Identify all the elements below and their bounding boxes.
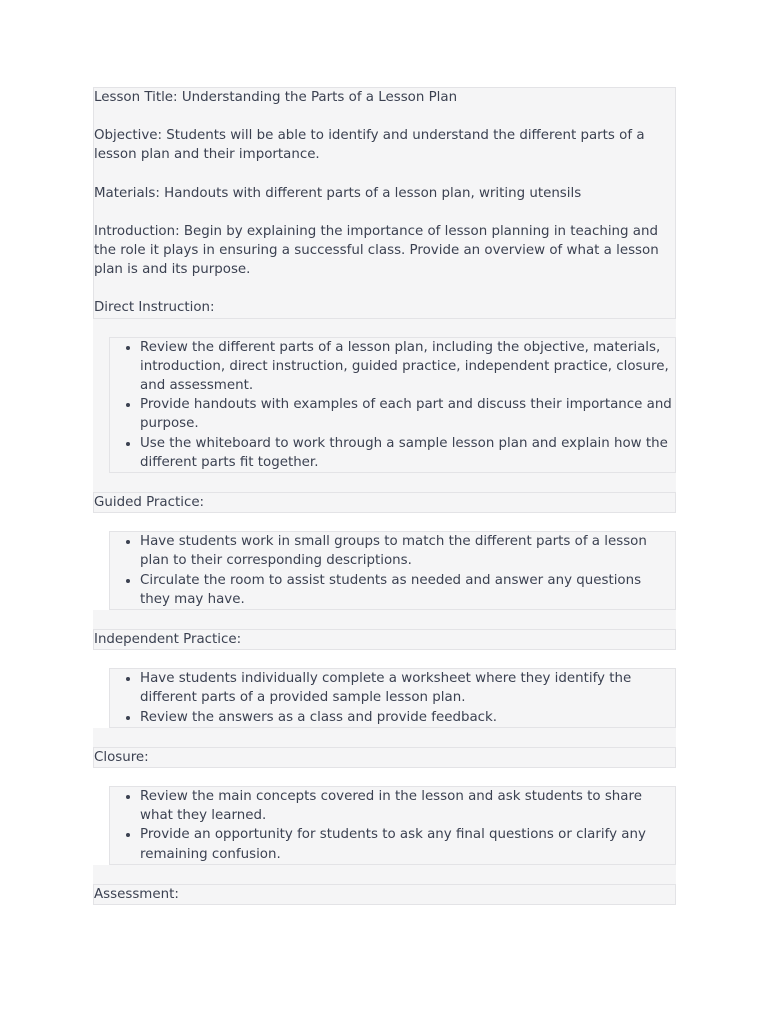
- section-heading-guided-practice: [93, 492, 676, 513]
- guided-practice-list: [109, 531, 676, 610]
- section-heading-label: Independent Practice:: [94, 632, 242, 648]
- section-heading-assessment: [93, 884, 676, 905]
- lesson-plan-document: [93, 87, 676, 905]
- introduction-paragraph: Introduction: Begin by explaining the importance of lesson planning in teaching and the role it plays in ensuring a successful class. Provide an overview of what a lesson plan is and its purpose.: [94, 223, 659, 278]
- section-heading-label: Assessment:: [94, 886, 179, 902]
- independent-practice-list: [109, 668, 676, 728]
- list-item: • Provide an opportunity for students to ask any final questions or clarify any remaining confusion.: [140, 825, 673, 863]
- lesson-title: Lesson Title: Understanding the Parts of a Lesson Plan: [94, 90, 458, 105]
- list-item: • Provide handouts with examples of each part and discuss their importance and purpose.: [140, 395, 673, 433]
- closure-list: [109, 786, 676, 865]
- section-heading-label: Guided Practice:: [94, 495, 205, 511]
- materials-paragraph: Materials: Handouts with different parts of a lesson plan, writing utensils: [94, 185, 582, 201]
- section-heading-independent-practice: [93, 629, 676, 650]
- direct-instruction-list-wrap: [93, 319, 676, 473]
- section-heading-closure: [93, 747, 676, 768]
- direct-instruction-list: [109, 337, 676, 473]
- list-item: • Review the answers as a class and provide feedback.: [140, 708, 673, 727]
- list-item: • Circulate the room to assist students as needed and answer any questions they may have.: [140, 571, 673, 609]
- list-item: • Have students work in small groups to match the different parts of a lesson plan to their corresponding descriptions.: [140, 532, 673, 570]
- list-item: • Use the whiteboard to work through a sample lesson plan and explain how the different parts fit together.: [140, 434, 673, 472]
- lesson-intro-block: [93, 87, 676, 319]
- list-item: • Review the different parts of a lesson plan, including the objective, materials, introduction, direct instruction, guided practice, independent practice, closure, and assessment.: [140, 338, 673, 396]
- objective-paragraph: Objective: Students will be able to identify and understand the different parts of a lesson plan and their importance.: [94, 128, 645, 163]
- section-heading-direct-instruction: Direct Instruction:: [94, 300, 215, 316]
- section-heading-label: Closure:: [94, 749, 149, 765]
- list-item: • Review the main concepts covered in the lesson and ask students to share what they learned.: [140, 787, 673, 825]
- list-item: • Have students individually complete a worksheet where they identify the different parts of a provided sample lesson plan.: [140, 669, 673, 707]
